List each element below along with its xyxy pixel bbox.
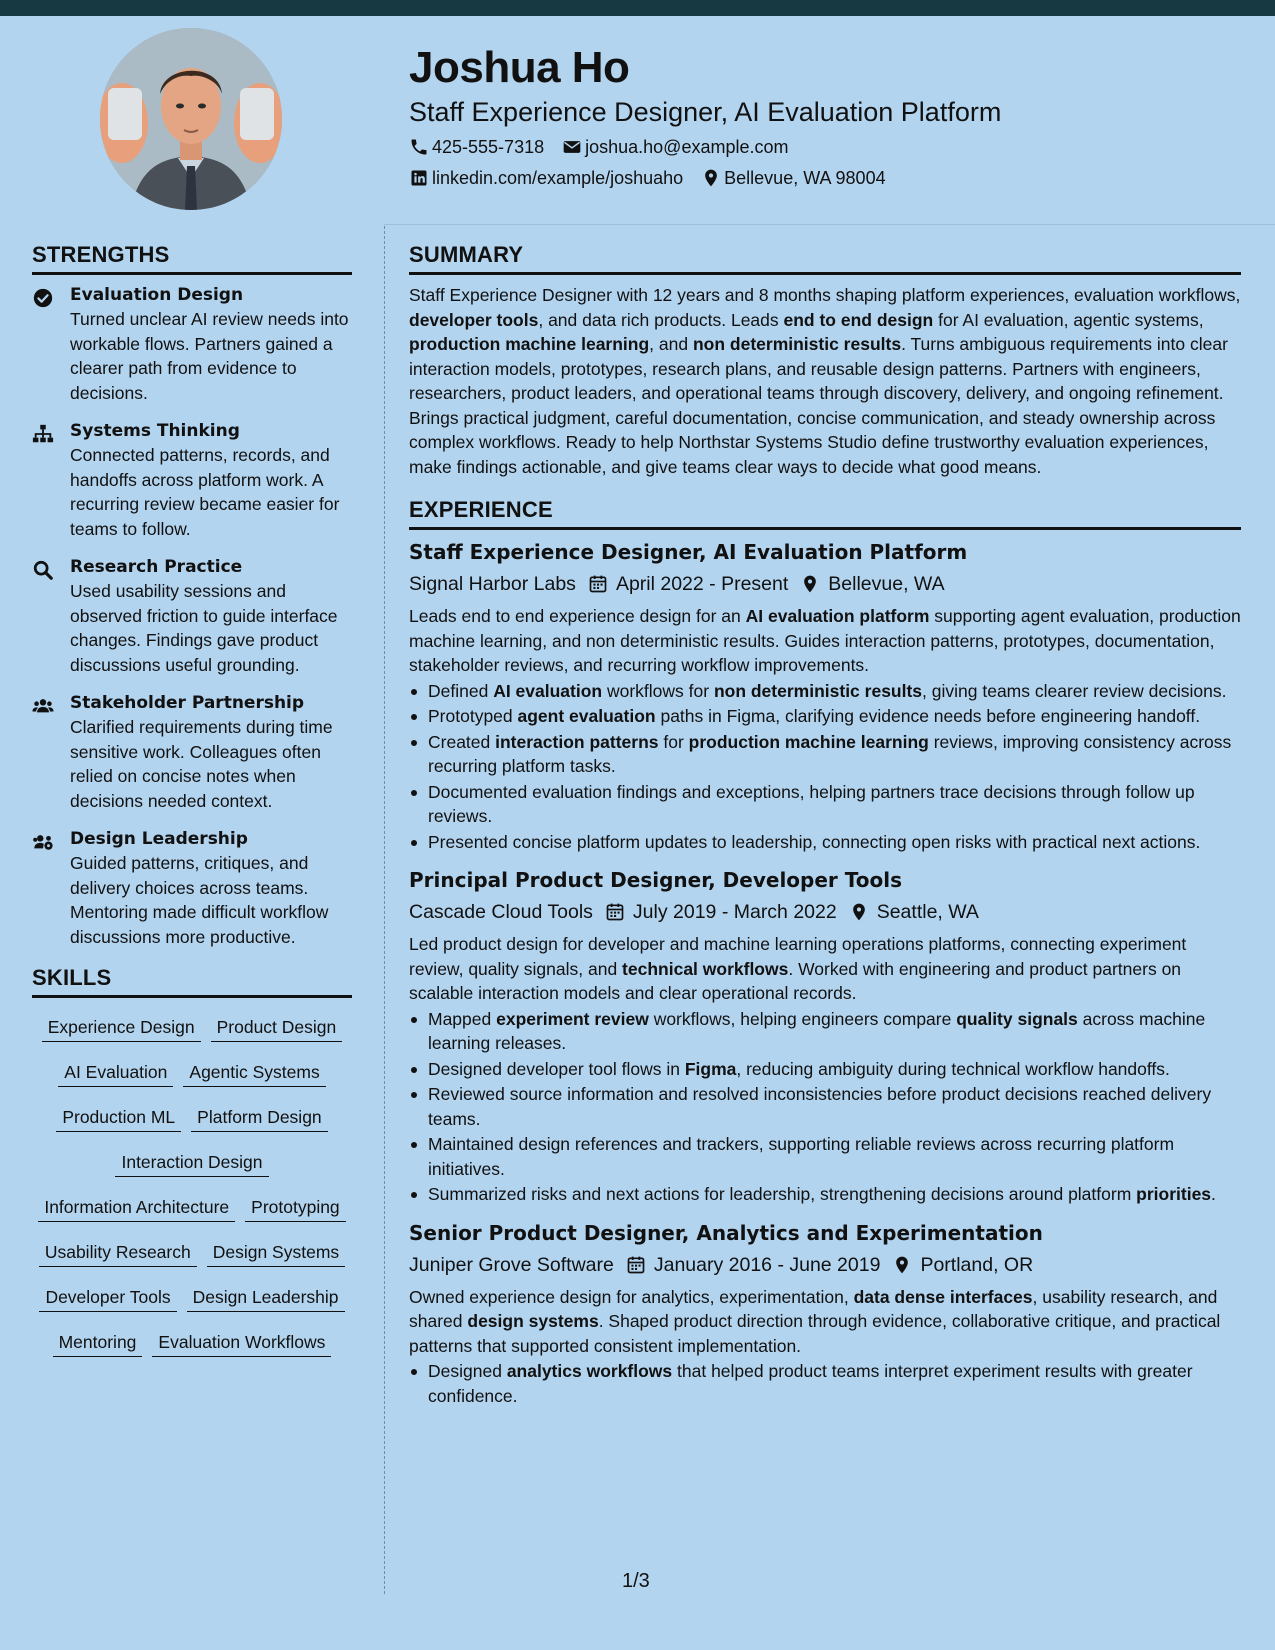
bold-keyword: end to end design: [783, 309, 934, 330]
text-segment: , and: [649, 334, 693, 354]
text-segment: workflows, helping engineers compare: [648, 1008, 957, 1029]
strengths-list: [32, 283, 352, 949]
right-column: [409, 240, 1241, 1409]
job-entry: [409, 1219, 1241, 1409]
experience-heading: EXPERIENCE: [409, 495, 1241, 530]
bold-keyword: non deterministic results: [713, 680, 923, 701]
company-name: Cascade Cloud Tools: [409, 901, 593, 923]
job-bullets: [409, 1359, 1241, 1408]
envelope-icon: [562, 137, 582, 157]
bold-keyword: analytics workflows: [506, 1361, 673, 1381]
job-bullets: [409, 1007, 1241, 1207]
text-segment: that helped product teams interpret experiment results with greater confidence.: [428, 1361, 1193, 1406]
linkedin-contact[interactable]: [409, 166, 683, 190]
text-segment: paths in Figma, clarifying evidence needs before engineering handoff.: [655, 706, 1201, 726]
phone-icon: [409, 137, 429, 157]
text-segment: Documented evaluation findings and exceptions, helping partners trace decisions through follow up reviews.: [428, 781, 1195, 826]
calendar-icon: [576, 574, 616, 594]
job-entry: [409, 866, 1241, 1207]
left-column: [32, 240, 352, 1366]
bold-keyword: Figma: [684, 1058, 737, 1079]
text-segment: workflows for: [602, 680, 714, 701]
strength-description: Clarified requirements during time sensitive work. Colleagues often relied on concise notes when decisions needed context.: [70, 717, 333, 811]
top-bar: [0, 0, 1275, 16]
text-segment: Designed developer tool flows in: [428, 1058, 685, 1079]
skills-heading: SKILLS: [32, 963, 352, 998]
job-dates: January 2016 - June 2019: [653, 1253, 881, 1276]
phone-number: 425-555-7318: [432, 137, 545, 157]
map-pin-icon: [837, 902, 877, 922]
strength-description: Connected patterns, records, and handoffs across platform work. A recurring review became easier for teams to follow.: [70, 445, 340, 539]
text-segment: Presented concise platform updates to leadership, connecting open risks with practical next actions.: [428, 831, 1201, 852]
users-icon: [32, 691, 70, 813]
skill-tag: Agentic Systems: [183, 1057, 325, 1087]
skill-tag: Evaluation Workflows: [152, 1327, 331, 1357]
map-pin-icon: [788, 574, 828, 594]
phone-contact[interactable]: [409, 135, 544, 159]
strength-description: Used usability sessions and observed friction to guide interface changes. Findings gave product discussions useful grounding.: [70, 581, 338, 675]
bullet-item: [409, 704, 1241, 729]
resume-header: [409, 40, 1249, 190]
bullet-item: [409, 1082, 1241, 1131]
job-meta: [409, 1251, 1241, 1279]
text-segment: Led product design for developer and machine learning operations platforms, connecting experiment review, quality signals, and: [409, 934, 1187, 979]
bold-keyword: priorities: [1136, 1184, 1212, 1204]
text-segment: for: [658, 731, 689, 752]
contact-row-1: [409, 135, 1249, 159]
text-segment: , usability research, and shared: [409, 1286, 1218, 1331]
strength-item: [32, 419, 352, 541]
text-segment: . Turns ambiguous requirements into clear interaction models, prototypes, research plans, and reusable design patterns. Partners with engineers, researchers, product leaders, and operational teams through discovery, delivery, and ongoing refinement. Brings practical judgment, careful documentation, concise communication, and steady ownership across complex workflows. Ready to help Northstar Systems Studio define trustworthy evaluation experiences, make findings actionable, and give teams clear ways to decide what good means.: [409, 334, 1228, 477]
skills-list: [32, 1006, 352, 1366]
job-meta: [409, 898, 1241, 926]
text-segment: .: [1211, 1184, 1216, 1204]
text-segment: for AI evaluation, agentic systems,: [933, 309, 1204, 330]
company-name: Signal Harbor Labs: [409, 573, 576, 595]
bullet-item: [409, 679, 1241, 704]
skill-tag: Prototyping: [245, 1192, 346, 1222]
strength-title: Stakeholder Partnership: [70, 693, 305, 713]
job-meta: [409, 570, 1241, 598]
strength-body: [70, 827, 352, 949]
strength-item: [32, 691, 352, 813]
job-location: Portland, OR: [920, 1253, 1034, 1276]
skill-tag: Design Systems: [207, 1237, 345, 1267]
skill-tag: Design Leadership: [187, 1282, 345, 1312]
map-pin-icon: [880, 1255, 920, 1275]
text-segment: Summarized risks and next actions for leadership, strengthening decisions around platform: [428, 1184, 1137, 1204]
summary-text: [409, 283, 1241, 479]
bullet-item: [409, 1132, 1241, 1181]
header-divider: [384, 224, 1275, 225]
email-contact[interactable]: [562, 135, 788, 159]
bullet-item: [409, 1057, 1241, 1082]
search-icon: [32, 555, 70, 677]
job-summary: [409, 932, 1241, 1006]
strength-body: [70, 555, 352, 677]
sitemap-icon: [32, 419, 70, 541]
job-title: Principal Product Designer, Developer Tools: [409, 868, 902, 892]
bullet-item: [409, 1007, 1241, 1056]
bold-keyword: data dense interfaces: [853, 1286, 1033, 1307]
strength-item: [32, 283, 352, 405]
job-dates: July 2019 - March 2022: [632, 901, 837, 923]
bold-keyword: experiment review: [496, 1008, 649, 1029]
text-segment: across machine learning releases.: [428, 1008, 1206, 1053]
text-segment: Defined: [428, 680, 494, 701]
calendar-icon: [614, 1255, 654, 1275]
job-title: Staff Experience Designer, AI Evaluation Platform: [409, 540, 968, 564]
bold-keyword: agent evaluation: [517, 706, 656, 726]
map-pin-icon: [701, 168, 721, 188]
bold-keyword: non deterministic results: [692, 334, 902, 354]
job-summary: [409, 604, 1241, 678]
skill-tag: Information Architecture: [38, 1192, 235, 1222]
skill-tag: Platform Design: [191, 1102, 328, 1132]
bullet-item: [409, 780, 1241, 829]
text-segment: . Shaped product direction through evidence, collaborative critique, and practical patterns that supported consistent implementation.: [409, 1311, 1221, 1356]
skill-tag: Experience Design: [42, 1012, 201, 1042]
job-location: Seattle, WA: [876, 901, 979, 923]
location-contact: [701, 166, 885, 190]
text-segment: Staff Experience Designer with 12 years and 8 months shaping platform experiences, evaluation workflows,: [409, 285, 1241, 305]
bold-keyword: AI evaluation platform: [745, 606, 930, 626]
candidate-title: Staff Experience Designer, AI Evaluation Platform: [409, 97, 1002, 127]
text-segment: Created: [428, 731, 496, 752]
skill-tag: AI Evaluation: [58, 1057, 173, 1087]
contact-row-2: [409, 166, 1249, 190]
bullet-item: [409, 1182, 1241, 1207]
skill-tag: Usability Research: [39, 1237, 197, 1267]
strength-title: Systems Thinking: [70, 421, 240, 441]
bold-keyword: quality signals: [956, 1008, 1078, 1029]
skill-tag: Mentoring: [53, 1327, 143, 1357]
text-segment: reviews, improving consistency across recurring platform tasks.: [428, 731, 1232, 776]
text-segment: , and data rich products. Leads: [538, 309, 784, 330]
bold-keyword: technical workflows: [622, 958, 789, 979]
bold-keyword: developer tools: [409, 309, 539, 330]
job-bullets: [409, 679, 1241, 855]
location-text: Bellevue, WA 98004: [724, 168, 886, 188]
calendar-icon: [593, 902, 633, 922]
job-summary: [409, 1285, 1241, 1359]
job-entry: [409, 538, 1241, 854]
summary-heading: SUMMARY: [409, 240, 1241, 275]
text-segment: Prototyped: [428, 706, 518, 726]
bold-keyword: interaction patterns: [495, 731, 659, 752]
skill-tag: Product Design: [211, 1012, 343, 1042]
bold-keyword: production machine learning: [688, 731, 929, 752]
linkedin-url: linkedin.com/example/joshuaho: [432, 168, 684, 188]
strength-title: Evaluation Design: [70, 285, 244, 305]
bullet-item: [409, 830, 1241, 855]
experience-list: [409, 538, 1241, 1408]
strengths-heading: STRENGTHS: [32, 240, 352, 275]
strength-description: Turned unclear AI review needs into workable flows. Partners gained a clearer path from evidence to decisions.: [70, 309, 349, 403]
bold-keyword: AI evaluation: [493, 680, 603, 701]
job-location: Bellevue, WA: [828, 573, 945, 595]
strength-title: Research Practice: [70, 557, 243, 577]
portrait-image: [100, 28, 282, 210]
skill-tag: Developer Tools: [39, 1282, 176, 1312]
column-divider: [384, 226, 385, 1594]
text-segment: Mapped: [428, 1008, 497, 1029]
text-segment: supporting agent evaluation, production machine learning, and non deterministic results. Guides interaction patterns, prototypes, documentation, stakeholder reviews, and recurring workflow improvements.: [409, 606, 1241, 675]
strength-item: [32, 827, 352, 949]
users-gear-icon: [32, 827, 70, 949]
text-segment: , giving teams clearer review decisions.: [922, 680, 1227, 701]
skill-tag: Production ML: [56, 1102, 181, 1132]
strength-item: [32, 555, 352, 677]
job-dates: April 2022 - Present: [615, 573, 789, 595]
strength-body: [70, 283, 352, 405]
email-address: joshua.ho@example.com: [585, 137, 789, 157]
bullet-item: [409, 1359, 1241, 1408]
company-name: Juniper Grove Software: [409, 1253, 614, 1276]
strength-body: [70, 691, 352, 813]
profile-photo: [100, 28, 282, 210]
text-segment: Leads end to end experience design for an: [409, 606, 746, 626]
page-number: 1/3: [622, 1570, 650, 1592]
skill-tag: Interaction Design: [115, 1147, 268, 1177]
job-title: Senior Product Designer, Analytics and Experimentation: [409, 1220, 1043, 1245]
text-segment: . Worked with engineering and product partners on scalable interaction models and clear operational records.: [409, 958, 1182, 1003]
candidate-name: Joshua Ho: [409, 43, 630, 92]
bullet-item: [409, 730, 1241, 779]
bold-keyword: design systems: [467, 1311, 599, 1331]
strength-description: Guided patterns, critiques, and delivery choices across teams. Mentoring made difficult workflow discussions more productive.: [70, 853, 329, 947]
text-segment: , reducing ambiguity during technical workflow handoffs.: [736, 1058, 1170, 1079]
bold-keyword: production machine learning: [409, 334, 650, 354]
text-segment: Owned experience design for analytics, experimentation,: [409, 1286, 854, 1307]
linkedin-icon: [409, 168, 429, 188]
check-circle-icon: [32, 283, 70, 405]
text-segment: Reviewed source information and resolved inconsistencies before product decisions reached delivery teams.: [428, 1084, 1212, 1129]
strength-body: [70, 419, 352, 541]
strength-title: Design Leadership: [70, 829, 248, 849]
text-segment: Maintained design references and trackers, supporting reliable reviews across recurring platform initiatives.: [428, 1134, 1175, 1179]
text-segment: Designed: [428, 1361, 507, 1381]
